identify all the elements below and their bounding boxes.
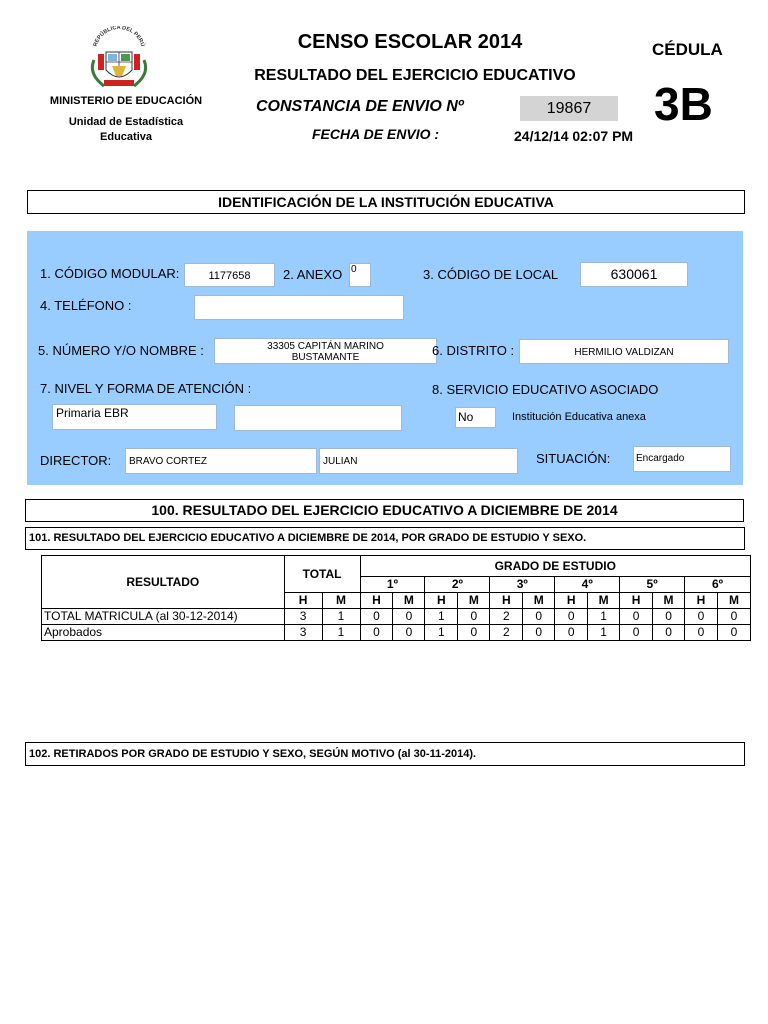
table-cell: 1 (322, 609, 360, 625)
table-cell: 0 (620, 609, 653, 625)
table-cell: 0 (555, 625, 588, 641)
grade-header: 1º (360, 577, 425, 593)
table-cell: 2 (490, 609, 523, 625)
svg-text:REPÚBLICA DEL PERÚ (93, 26, 147, 47)
sex-header-h: H (425, 593, 458, 609)
sex-header-h: H (685, 593, 718, 609)
nivel-field[interactable]: Primaria EBR (52, 404, 217, 430)
table-cell: 0 (653, 625, 685, 641)
sex-header-h: H (284, 593, 322, 609)
table-cell: 1 (425, 609, 458, 625)
sex-header-m: M (322, 593, 360, 609)
sex-header-m: M (653, 593, 685, 609)
grade-header: 4º (555, 577, 620, 593)
telefono-label: 4. TELÉFONO : (40, 298, 132, 313)
nombre-label: 5. NÚMERO Y/O NOMBRE : (38, 343, 204, 358)
unit-line1: Unidad de Estadística (68, 116, 184, 128)
cedula-label: CÉDULA (652, 40, 723, 59)
row-label: Aprobados (42, 625, 285, 641)
director-apellidos-field[interactable]: BRAVO CORTEZ (125, 448, 317, 474)
col-header-resultado: RESULTADO (42, 556, 285, 609)
col-header-total: TOTAL (284, 556, 360, 593)
table-cell: 0 (717, 609, 750, 625)
table-cell: 0 (685, 625, 718, 641)
table-cell: 1 (588, 609, 620, 625)
servicio-description: Institución Educativa anexa (512, 411, 646, 423)
row-label: TOTAL MATRICULA (al 30-12-2014) (42, 609, 285, 625)
sex-header-h: H (555, 593, 588, 609)
constancia-label: CONSTANCIA DE ENVIO Nº (256, 98, 464, 115)
table-cell: 0 (523, 609, 555, 625)
fecha-label: FECHA DE ENVIO : (312, 126, 440, 142)
table-row (42, 609, 751, 625)
table-cell: 0 (717, 625, 750, 641)
table-cell: 0 (620, 625, 653, 641)
identification-panel (27, 231, 743, 485)
section-102-title: 102. RETIRADOS POR GRADO DE ESTUDIO Y SEXO, SEGÚN MOTIVO (al 30-11-2014). (25, 742, 745, 766)
table-cell: 3 (284, 625, 322, 641)
situacion-label: SITUACIÓN: (536, 451, 611, 466)
sex-header-h: H (360, 593, 393, 609)
table-cell: 0 (555, 609, 588, 625)
seal-caption: REPÚBLICA DEL PERÚ (92, 26, 146, 48)
nivel-field-secondary[interactable] (234, 405, 402, 431)
table-cell: 1 (588, 625, 620, 641)
col-header-grado: GRADO DE ESTUDIO (360, 556, 751, 577)
fecha-value: 24/12/14 02:07 PM (514, 128, 634, 144)
table-cell: 0 (360, 625, 393, 641)
table-cell: 1 (425, 625, 458, 641)
section-100-title: 100. RESULTADO DEL EJERCICIO EDUCATIVO A DICIEMBRE DE 2014 (25, 499, 744, 522)
director-nombre-field[interactable]: JULIAN (319, 448, 518, 474)
identification-section-title: IDENTIFICACIÓN DE LA INSTITUCIÓN EDUCATIVA (27, 190, 745, 214)
sex-header-h: H (490, 593, 523, 609)
servicio-field[interactable]: No (455, 407, 496, 428)
codigo-local-label: 3. CÓDIGO DE LOCAL (423, 267, 559, 282)
nombre-field[interactable]: 33305 CAPITÁN MARINO BUSTAMANTE (214, 338, 437, 364)
distrito-label: 6. DISTRITO : (432, 343, 515, 358)
nivel-label: 7. NIVEL Y FORMA DE ATENCIÓN : (40, 381, 252, 396)
codigo-local-field[interactable]: 630061 (580, 262, 688, 287)
census-title: CENSO ESCOLAR 2014 (297, 31, 523, 53)
table-cell: 0 (458, 625, 490, 641)
table-cell: 0 (393, 609, 425, 625)
codigo-modular-field[interactable]: 1177658 (184, 263, 275, 287)
telefono-field[interactable] (194, 295, 404, 320)
table-cell: 0 (360, 609, 393, 625)
sex-header-m: M (523, 593, 555, 609)
constancia-number: 19867 (520, 96, 618, 121)
unit-line2: Educativa (100, 131, 152, 143)
sex-header-h: H (620, 593, 653, 609)
table-cell: 0 (458, 609, 490, 625)
distrito-field[interactable]: HERMILIO VALDIZAN (519, 339, 729, 364)
codigo-modular-label: 1. CÓDIGO MODULAR: (40, 266, 180, 281)
section-101-title: 101. RESULTADO DEL EJERCICIO EDUCATIVO A DICIEMBRE DE 2014, POR GRADO DE ESTUDIO Y SEXO. (25, 527, 745, 550)
report-subtitle: RESULTADO DEL EJERCICIO EDUCATIVO (254, 67, 576, 84)
peru-coat-of-arms (84, 26, 154, 94)
table-cell: 3 (284, 609, 322, 625)
sex-header-m: M (717, 593, 750, 609)
ministry-name: MINISTERIO DE EDUCACIÓN (49, 95, 203, 107)
table-cell: 1 (322, 625, 360, 641)
servicio-label: 8. SERVICIO EDUCATIVO ASOCIADO (432, 382, 659, 397)
anexo-label: 2. ANEXO (283, 267, 343, 282)
sex-header-m: M (588, 593, 620, 609)
grade-header: 2º (425, 577, 490, 593)
results-table (41, 555, 751, 641)
sex-header-m: M (458, 593, 490, 609)
table-cell: 0 (685, 609, 718, 625)
grade-header: 6º (685, 577, 751, 593)
table-row (42, 625, 751, 641)
director-label: DIRECTOR: (40, 453, 112, 468)
table-cell: 0 (393, 625, 425, 641)
grade-header: 5º (620, 577, 685, 593)
situacion-field[interactable]: Encargado (633, 446, 731, 472)
table-cell: 0 (653, 609, 685, 625)
table-cell: 0 (523, 625, 555, 641)
sex-header-m: M (393, 593, 425, 609)
anexo-field[interactable]: 0 (349, 263, 371, 287)
grade-header: 3º (490, 577, 555, 593)
table-cell: 2 (490, 625, 523, 641)
cedula-code: 3B (654, 78, 713, 130)
